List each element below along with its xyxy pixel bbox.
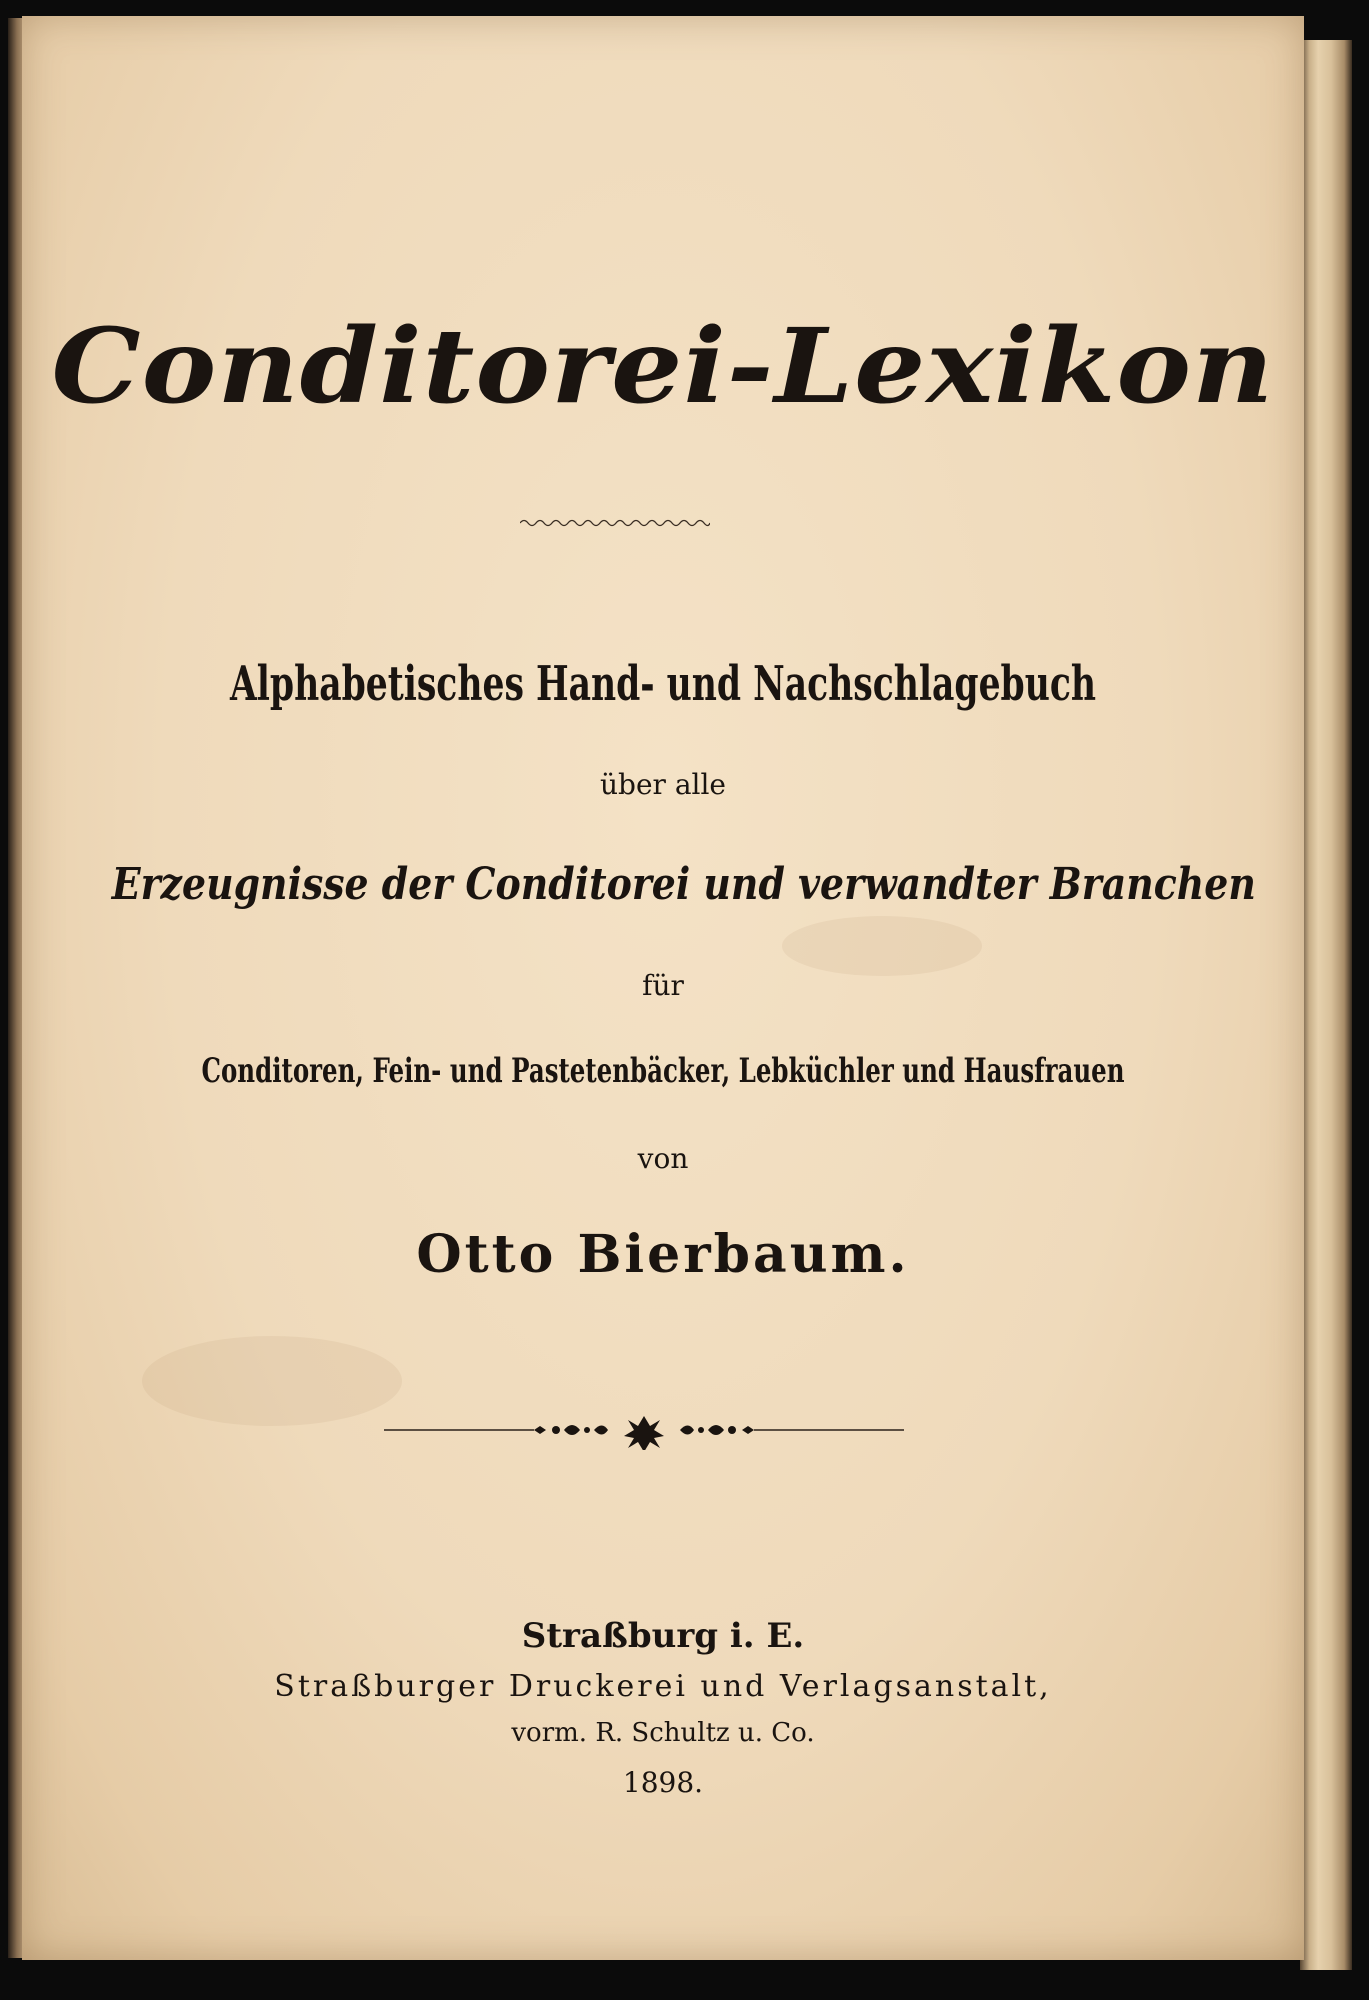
wavy-rule-icon [520,516,710,530]
book-subtitle: Alphabetisches Hand- und Nachschlagebuch [229,656,1097,712]
connector-von: von [637,1142,689,1175]
imprint-publisher: Straßburger Druckerei und Verlagsanstalt, [274,1669,1052,1704]
right-page-edge [1300,40,1352,1970]
book-title: Conditorei-Lexikon [51,306,1275,427]
paper-stain [142,1336,402,1426]
connector-fur: für [642,969,684,1002]
author-name: Otto Bierbaum. [416,1224,910,1285]
imprint-former-name: vorm. R. Schultz u. Co. [511,1718,815,1748]
imprint-city: Straßburg i. E. [521,1616,805,1656]
connector-uber-alle: über alle [600,768,726,801]
book-subject: Erzeugnisse der Conditorei und verwandter Branchen [111,859,1256,910]
book-audience: Conditoren, Fein- und Pastetenbäcker, Lebküchler und Hausfrauen [201,1051,1125,1091]
title-page [22,16,1304,1960]
floral-ornament-icon [384,1410,904,1450]
paper-stain [782,916,982,976]
imprint-year: 1898. [622,1766,704,1799]
